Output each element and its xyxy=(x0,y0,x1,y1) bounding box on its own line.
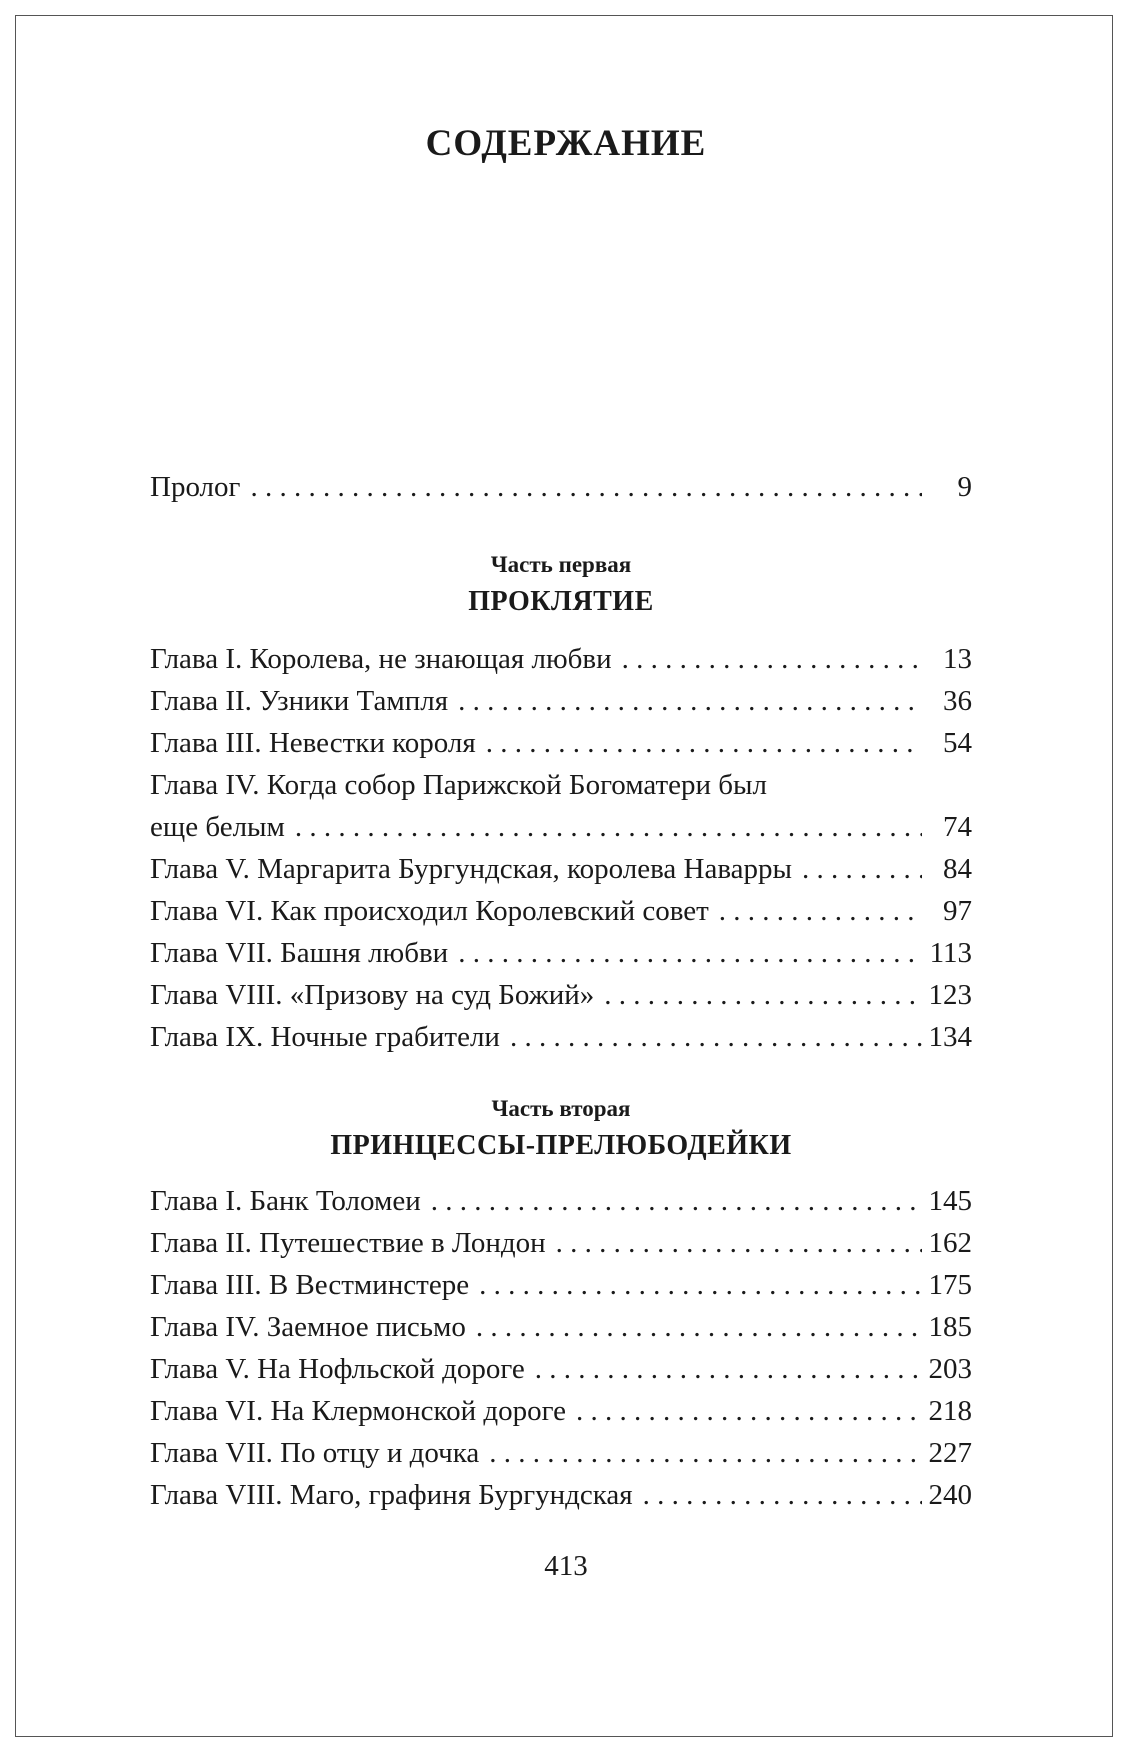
toc-entry-label: Глава V. На Нофльской дороге xyxy=(150,1353,525,1385)
toc-entry[interactable] xyxy=(150,974,972,1016)
toc-entry[interactable] xyxy=(150,1016,972,1058)
toc-leader-dots xyxy=(576,1390,922,1432)
toc-entry[interactable] xyxy=(150,806,972,848)
toc-entry-label: Пролог xyxy=(150,471,241,503)
toc-entry-label: Глава III. В Вестминстере xyxy=(150,1269,470,1301)
toc-entry-label: Глава VIII. «Призову на суд Божий» xyxy=(150,979,595,1011)
toc-leader-dots xyxy=(535,1348,922,1390)
toc-entry[interactable] xyxy=(150,848,972,890)
toc-entry-label: Глава IV. Заемное письмо xyxy=(150,1311,466,1343)
toc-entry-label: Глава I. Королева, не знающая любви xyxy=(150,643,612,675)
toc-entry[interactable] xyxy=(150,1264,972,1306)
page-number: 413 xyxy=(544,1550,588,1582)
toc-entry-page: 36 xyxy=(943,685,972,717)
toc-entry-page: 185 xyxy=(928,1311,972,1343)
part1-title: ПРОКЛЯТИЕ xyxy=(468,586,654,617)
toc-entry-page: 134 xyxy=(928,1021,972,1053)
toc-entry[interactable] xyxy=(150,1222,972,1264)
toc-entry[interactable] xyxy=(150,722,972,764)
toc-entry-label: Глава VIII. Маго, графиня Бургундская xyxy=(150,1479,633,1511)
toc-entry-page: 227 xyxy=(928,1437,972,1469)
toc-leader-dots xyxy=(486,722,922,764)
toc-entry-label: Глава VI. На Клермонской дороге xyxy=(150,1395,567,1427)
toc-entry[interactable] xyxy=(150,1180,972,1222)
toc-entry-page: 74 xyxy=(943,811,972,843)
toc-entry-label: Глава II. Узники Тампля xyxy=(150,685,449,717)
toc-entry-label: Глава VII. По отцу и дочка xyxy=(150,1437,480,1469)
toc-entry-page: 54 xyxy=(943,727,972,759)
toc-entry[interactable] xyxy=(150,1306,972,1348)
toc-entry-page: 175 xyxy=(928,1269,972,1301)
toc-leader-dots xyxy=(458,932,922,974)
toc-prologue-block xyxy=(150,466,972,508)
toc-entry[interactable] xyxy=(150,1432,972,1474)
toc-entry-label: Глава VI. Как происходил Королевский совет xyxy=(150,895,709,927)
toc-leader-dots xyxy=(250,466,922,508)
toc-entry[interactable] xyxy=(150,890,972,932)
toc-leader-dots xyxy=(458,680,922,722)
toc-entry-prologue[interactable] xyxy=(150,466,972,508)
part1-toc-list xyxy=(150,638,972,1058)
toc-leader-dots xyxy=(510,1016,922,1058)
toc-entry[interactable] xyxy=(150,1390,972,1432)
page-title: СОДЕРЖАНИЕ xyxy=(425,123,707,164)
toc-entry[interactable] xyxy=(150,680,972,722)
part1-heading xyxy=(150,548,972,622)
toc-entry-label: еще белым xyxy=(150,811,285,843)
toc-leader-dots xyxy=(295,806,922,848)
toc-entry-label: Глава VII. Башня любви xyxy=(150,937,449,969)
toc-entry[interactable] xyxy=(150,1474,972,1516)
part2-heading xyxy=(150,1092,972,1166)
toc-entry[interactable] xyxy=(150,932,972,974)
toc-entry-label: Глава II. Путешествие в Лондон xyxy=(150,1227,546,1259)
toc-leader-dots xyxy=(719,890,922,932)
toc-entry-page: 145 xyxy=(928,1185,972,1217)
toc-entry-label: Глава III. Невестки короля xyxy=(150,727,476,759)
toc-leader-dots xyxy=(643,1474,922,1516)
toc-entry-label: Глава I. Банк Толомеи xyxy=(150,1185,421,1217)
toc-leader-dots xyxy=(556,1222,922,1264)
part2-toc-list xyxy=(150,1180,972,1516)
toc-entry-page: 218 xyxy=(928,1395,972,1427)
toc-entry-page: 123 xyxy=(928,979,972,1011)
toc-entry[interactable] xyxy=(150,1348,972,1390)
part2-title: ПРИНЦЕССЫ-ПРЕЛЮБОДЕЙКИ xyxy=(330,1130,792,1161)
toc-entry-page: 13 xyxy=(943,643,972,675)
toc-leader-dots xyxy=(802,848,922,890)
toc-leader-dots xyxy=(476,1306,922,1348)
toc-entry-page: 84 xyxy=(943,853,972,885)
toc-leader-dots xyxy=(489,1432,922,1474)
toc-entry-page: 9 xyxy=(957,471,972,503)
toc-entry-page: 97 xyxy=(943,895,972,927)
toc-entry-page: 203 xyxy=(928,1353,972,1385)
toc-leader-dots xyxy=(604,974,922,1016)
toc-entry-label: Глава IX. Ночные грабители xyxy=(150,1021,500,1053)
toc-leader-dots xyxy=(622,638,922,680)
part1-number: Часть первая xyxy=(490,552,632,577)
toc-entry-page: 162 xyxy=(928,1227,972,1259)
toc-entry-page: 240 xyxy=(928,1479,972,1511)
toc-leader-dots xyxy=(431,1180,922,1222)
toc-entry-first-line[interactable]: Глава IV. Когда собор Парижской Богоматери был xyxy=(150,769,768,801)
toc-entry[interactable] xyxy=(150,638,972,680)
toc-leader-dots xyxy=(479,1264,922,1306)
toc-entry-page: 113 xyxy=(929,937,972,969)
part2-number: Часть вторая xyxy=(491,1096,631,1121)
toc-entry-label: Глава V. Маргарита Бургундская, королева Наварры xyxy=(150,853,792,885)
